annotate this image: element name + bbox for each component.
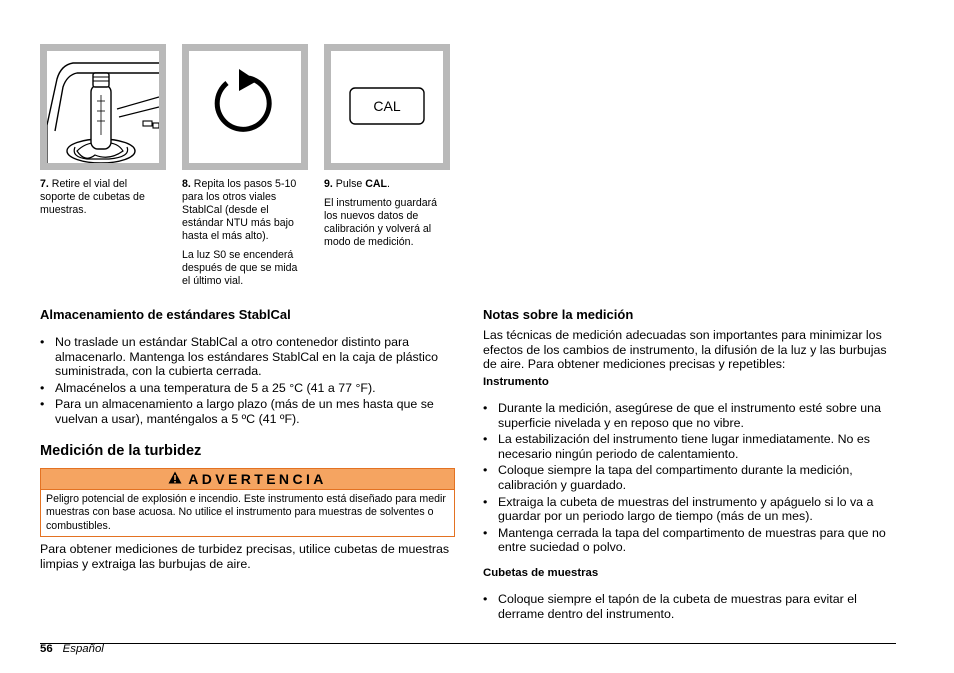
- page-number: 56: [40, 643, 53, 655]
- warning-title: ADVERTENCIA: [188, 471, 327, 487]
- warning-text: Peligro potencial de explosión e incendio. Este instrumento está diseñado para medir muestras con base acuosa. No utilice el instrumento para muestras de solventes o combustibles.: [46, 493, 446, 532]
- list-item: • Almacénelos a una temperatura de 5 a 25 °C (41 a 77 °F).: [40, 381, 455, 396]
- instrument-list: [483, 401, 898, 557]
- instrument-heading: Instrumento: [483, 376, 549, 388]
- cells-list: [483, 592, 898, 623]
- cells-heading: Cubetas de muestras: [483, 567, 599, 579]
- list-item: • Para un almacenamiento a largo plazo (más de un mes hasta que se vuelvan a usar), manténgalos a 5 ºC (41 ºF).: [40, 397, 455, 426]
- list-item: • Coloque siempre la tapa del compartimento durante la medición, calibración y guardado.: [483, 463, 898, 492]
- step-text-pre: Pulse: [335, 178, 366, 190]
- cal-key-icon: [331, 51, 443, 163]
- warning-box: [40, 468, 455, 537]
- caption-step-7: [40, 178, 165, 223]
- step-number: 9.: [324, 178, 333, 190]
- cal-key-label: CAL: [373, 98, 401, 114]
- page-footer: [40, 643, 104, 655]
- step-text: Repita los pasos 5-10 para los otros viales StablCal (desde el estándar NTU más bajo hasta el más alto).: [182, 178, 297, 242]
- step-text-post: .: [387, 178, 390, 190]
- storage-heading: Almacenamiento de estándares StablCal: [40, 307, 291, 322]
- turbidity-text: Para obtener mediciones de turbidez precisas, utilice cubetas de muestras limpias y extraiga las burbujas de aire.: [40, 542, 450, 571]
- warning-header: [41, 469, 454, 490]
- notes-heading: Notas sobre la medición: [483, 307, 634, 322]
- figure-press-cal: [324, 44, 450, 170]
- step-number: 8.: [182, 178, 191, 190]
- caption-step-9: [324, 178, 449, 255]
- step-number: 7.: [40, 178, 49, 190]
- list-item: • Coloque siempre el tapón de la cubeta de muestras para evitar el derrame dentro del instrumento.: [483, 592, 898, 621]
- warning-triangle-icon: [168, 471, 182, 487]
- list-item: • Extraiga la cubeta de muestras del instrumento y apáguelo si lo va a guardar por un periodo largo de tiempo (más de un mes).: [483, 495, 898, 524]
- list-item: • Durante la medición, asegúrese de que el instrumento esté sobre una superficie nivelada y en reposo que no vibre.: [483, 401, 898, 430]
- footer-language: Español: [62, 643, 104, 655]
- notes-intro: Las técnicas de medición adecuadas son importantes para minimizar los efectos de los cambios de instrumento, la difusión de la luz y las burbujas de aire. Para obtener mediciones precisas y repetibles:: [483, 328, 887, 372]
- vial-holder-illustration: [47, 51, 159, 163]
- figure-repeat-steps: [182, 44, 308, 170]
- storage-list: [40, 335, 455, 429]
- list-item: • No traslade un estándar StablCal a otro contenedor distinto para almacenarlo. Mantenga los estándares StablCal en la caja de plástico suministrada, con la cubierta cerrada.: [40, 335, 455, 379]
- caption-step-8: [182, 178, 304, 294]
- step-key: CAL: [365, 178, 388, 190]
- step-text: Retire el vial del soporte de cubetas de muestras.: [40, 178, 145, 216]
- step-note: El instrumento guardará los nuevos datos de calibración y volverá al modo de medición.: [324, 197, 438, 248]
- footer-rule: [40, 643, 896, 644]
- list-item: • La estabilización del instrumento tiene lugar inmediatamente. No es necesario ningún periodo de calentamiento.: [483, 432, 898, 461]
- repeat-arrow-icon: [189, 51, 301, 163]
- figure-remove-vial: [40, 44, 166, 170]
- list-item: • Mantenga cerrada la tapa del compartimento de muestras para que no entre suciedad o polvo.: [483, 526, 898, 555]
- turbidity-heading: Medición de la turbidez: [40, 443, 202, 459]
- step-note: La luz S0 se encenderá después de que se mida el último vial.: [182, 249, 298, 287]
